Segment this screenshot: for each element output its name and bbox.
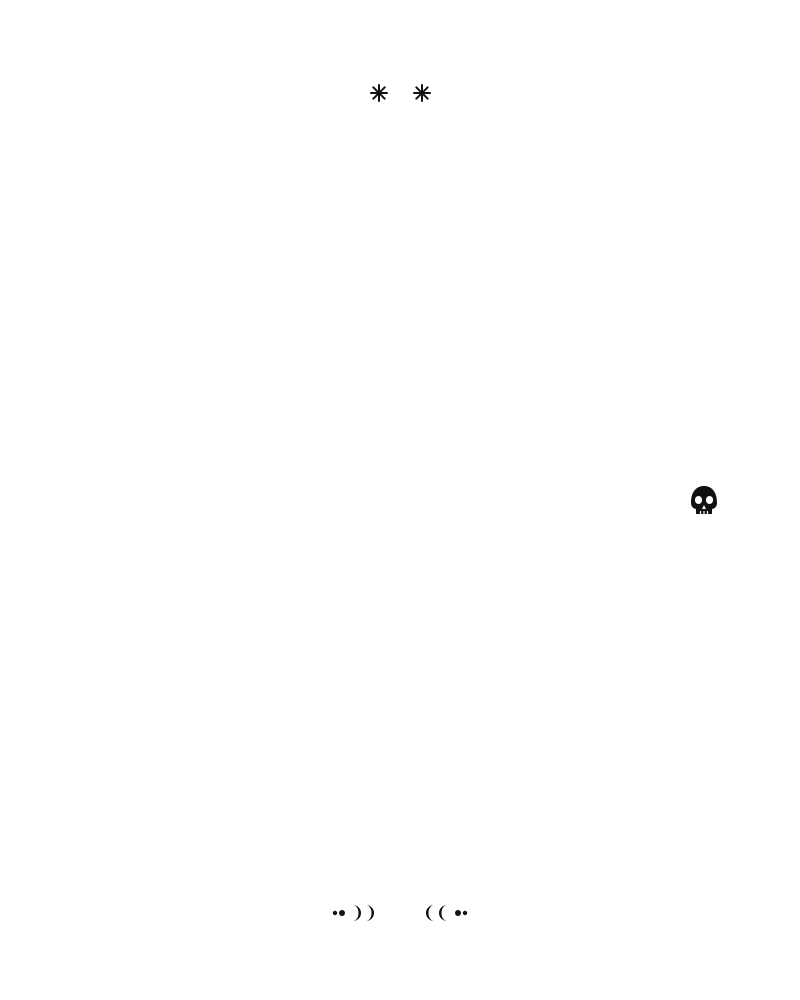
skull-icon — [691, 486, 717, 514]
asterisk-star-icon — [413, 84, 431, 102]
running-header — [0, 78, 800, 107]
moon-dots-ornament-icon — [331, 902, 381, 924]
asterisk-star-icon — [370, 84, 388, 102]
moon-dots-ornament-icon — [419, 902, 469, 924]
page-footer — [0, 898, 800, 926]
margin-ornament — [687, 245, 721, 760]
